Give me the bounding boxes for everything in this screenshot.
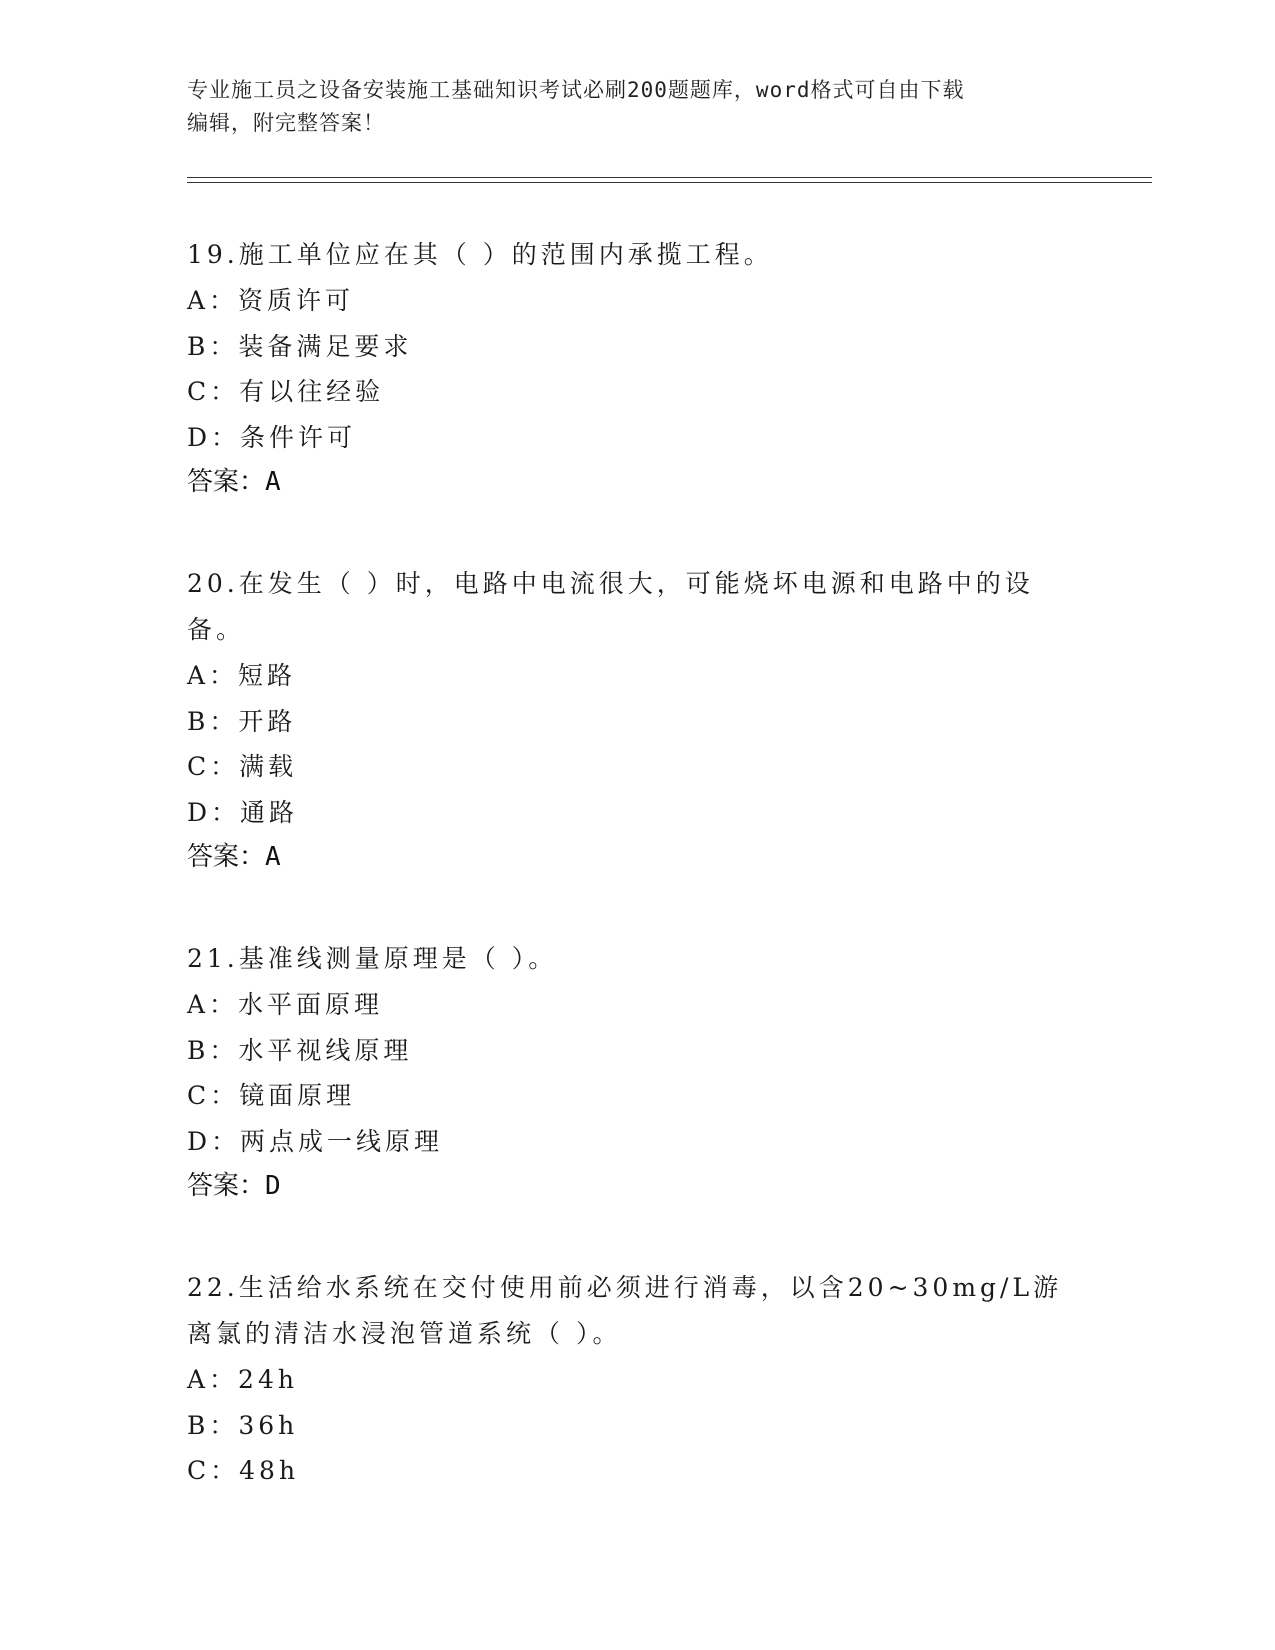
header-divider-top	[187, 177, 1152, 178]
option-a: A：水平面原理	[187, 990, 384, 1019]
option-c: C：满载	[187, 752, 298, 781]
option-a: A：24h	[187, 1365, 298, 1394]
document-header	[187, 74, 1067, 140]
question-21	[187, 936, 1087, 1209]
question-stem: 20.在发生（ ）时，电路中电流很大，可能烧坏电源和电路中的设备。	[187, 569, 1034, 644]
option-b: B：装备满足要求	[187, 331, 413, 361]
question-stem: 22.生活给水系统在交付使用前必须进行消毒，以含20~30mg/L游离氯的清洁水浸泡管道系统（ ）。	[187, 1273, 1063, 1348]
question-stem: 21.基准线测量原理是（ ）。	[187, 944, 558, 973]
option-c: C：镜面原理	[187, 1081, 356, 1110]
option-d: D：条件许可	[187, 422, 357, 452]
option-b: B：开路	[187, 706, 297, 736]
answer: 答案：A	[187, 467, 281, 497]
option-a: A：资质许可	[187, 286, 355, 315]
header-divider-bottom	[187, 182, 1152, 183]
option-d: D：通路	[187, 797, 299, 827]
option-c: C：有以往经验	[187, 377, 385, 406]
option-b: B：36h	[187, 1410, 299, 1440]
option-d: D：两点成一线原理	[187, 1126, 444, 1156]
question-22	[187, 1265, 1087, 1494]
header-line-1: 专业施工员之设备安装施工基础知识考试必刷200题题库，word格式可自由下载	[187, 78, 965, 102]
question-20	[187, 561, 1087, 880]
question-list	[187, 232, 1087, 1550]
option-a: A：短路	[187, 661, 297, 690]
question-19	[187, 232, 1087, 505]
answer: 答案：D	[187, 1171, 281, 1201]
answer: 答案：A	[187, 842, 281, 872]
option-b: B：水平视线原理	[187, 1035, 413, 1065]
question-stem: 19.施工单位应在其（ ）的范围内承揽工程。	[187, 240, 773, 269]
option-c: C：48h	[187, 1456, 300, 1485]
header-line-2: 编辑，附完整答案！	[187, 111, 385, 135]
